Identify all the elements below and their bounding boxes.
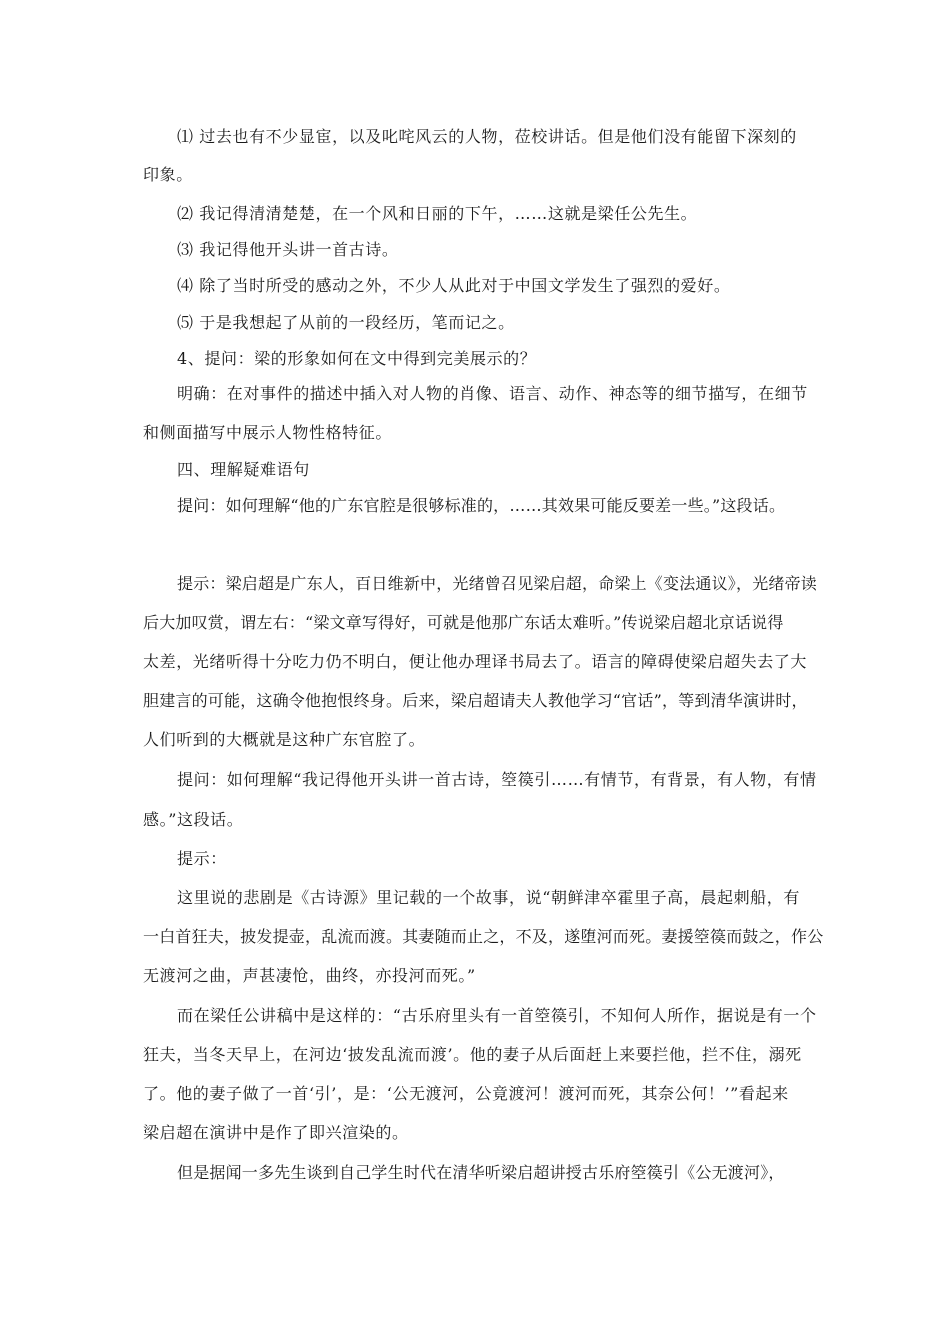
text-line: 提示： <box>177 849 227 868</box>
text-line: 提问：如何理解“他的广东官腔是很够标准的，……其效果可能反要差一些。”这段话。 <box>177 496 786 515</box>
text-line: 但是据闻一多先生谈到自己学生时代在清华听梁启超讲授古乐府箜篌引《公无渡河》， <box>177 1163 785 1182</box>
text-line: 一白首狂夫，披发提壶，乱流而渡。其妻随而止之，不及，遂堕河而死。妻援箜篌而鼓之，作公 <box>143 927 824 946</box>
text-line: ⑵ 我记得清清楚楚，在一个风和日丽的下午，……这就是梁任公先生。 <box>177 204 698 223</box>
text-line: 狂夫，当冬天早上，在河边‘披发乱流而渡’。他的妻子从后面赶上来要拦他，拦不住，溺死 <box>143 1045 802 1064</box>
text-line: 和侧面描写中展示人物性格特征。 <box>143 423 393 442</box>
text-line: 感。”这段话。 <box>143 810 244 829</box>
text-line: ⑶ 我记得他开头讲一首古诗。 <box>177 240 399 259</box>
text-line: 了。他的妻子做了一首‘引’，是：‘公无渡河，公竟渡河！渡河而死，其奈公何！’”看起来 <box>143 1084 789 1103</box>
text-line: 后大加叹赏，谓左右：“梁文章写得好，可就是他那广东话太难听。”传说梁启超北京话说得 <box>143 613 784 632</box>
text-line: 4、提问：梁的形象如何在文中得到完美展示的？ <box>177 349 537 368</box>
text-line: 明确：在对事件的描述中插入对人物的肖像、语言、动作、神态等的细节描写，在细节 <box>177 384 808 403</box>
text-line: 无渡河之曲，声甚凄怆，曲终，亦投河而死。” <box>143 966 476 985</box>
text-line: 梁启超在演讲中是作了即兴渲染的。 <box>143 1123 409 1142</box>
text-line: 而在梁任公讲稿中是这样的：“古乐府里头有一首箜篌引，不知何人所作，据说是有一个 <box>177 1006 817 1025</box>
section-heading: 四、理解疑难语句 <box>177 460 310 479</box>
text-line: 太差，光绪听得十分吃力仍不明白，便让他办理译书局去了。语言的障碍使梁启超失去了大 <box>143 652 808 671</box>
text-line: 人们听到的大概就是这种广东官腔了。 <box>143 730 426 749</box>
text-line: ⑴ 过去也有不少显宦，以及叱咤风云的人物，莅校讲话。但是他们没有能留下深刻的 <box>177 127 797 146</box>
text-line: 胆建言的可能，这确令他抱恨终身。后来，梁启超请夫人教他学习“官话”，等到清华演讲时， <box>143 691 808 710</box>
text-line: 印象。 <box>143 165 193 184</box>
text-line: ⑷ 除了当时所受的感动之外，不少人从此对于中国文学发生了强烈的爱好。 <box>177 276 731 295</box>
text-line: 这里说的悲剧是《古诗源》里记载的一个故事，说“朝鲜津卒霍里子高，晨起刺船，有 <box>177 888 800 907</box>
text-line: ⑸ 于是我想起了从前的一段经历，笔而记之。 <box>177 313 515 332</box>
text-line: 提问：如何理解“我记得他开头讲一首古诗，箜篌引……有情节，有背景，有人物，有情 <box>177 770 817 789</box>
text-line: 提示：梁启超是广东人，百日维新中，光绪曾召见梁启超，命梁上《变法通议》，光绪帝读 <box>177 574 818 593</box>
